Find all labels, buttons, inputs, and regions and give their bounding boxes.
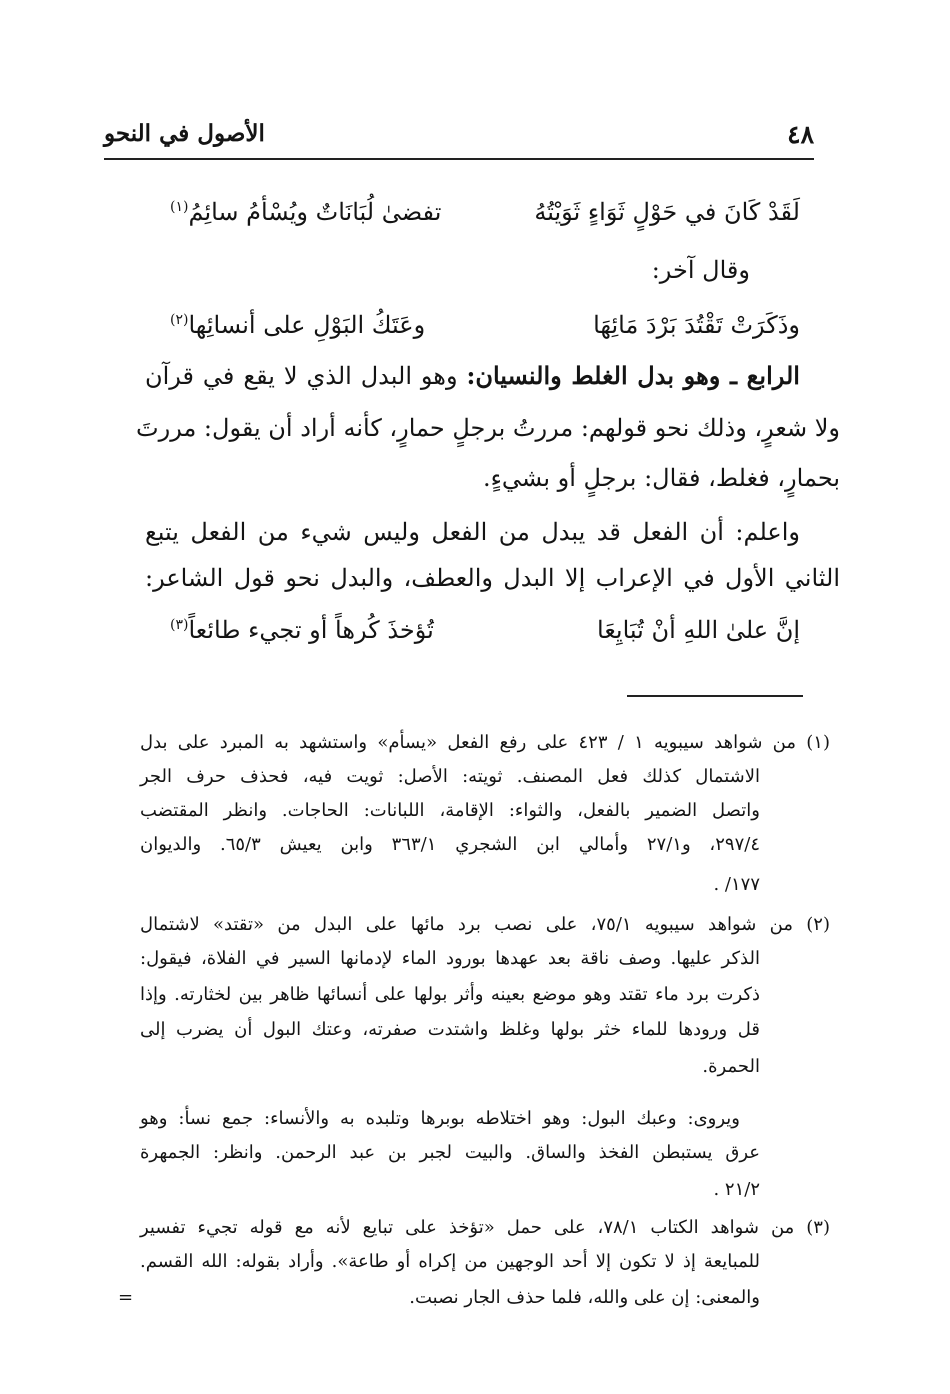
- verse-1: [170, 192, 800, 232]
- verse-2-first-hemistich: وذَكَرَتْ تَقْتُدَ بَرْدَ مَائِهَا: [593, 311, 800, 339]
- verse-3-second-text: تُؤخذَ كُرهاً أو تجيء طائعاً: [188, 616, 434, 644]
- intro-other-poet: وقال آخر:: [651, 256, 750, 284]
- footnote-2-line-2: الذكر عليها. وصف ناقة بعد عهدها بورود الماء لإدمانها السير في الفلاة، فيقول:: [140, 948, 760, 969]
- verse-3-second-hemistich: [170, 616, 434, 644]
- footnote-3-line-1: (٣) من شواهد الكتاب ٧٨/١، على حمل «تؤخذ على تبايع لأنه مع قوله تجيء تفسير: [140, 1217, 830, 1238]
- footnote-2-line-4: قل ورودها للماء خثر بولها وغلظ واشتدت صفرته، وعتك البول أن يضرب إلى: [140, 1019, 760, 1040]
- footnote-1-line-2: الاشتمال كذلك فعل المصنف. ثويته: الأصل: ثويت فيه، فحذف حرف الجر: [140, 766, 760, 787]
- para-fourth-line-1-rest: وهو البدل الذي لا يقع في قرآن: [145, 362, 458, 390]
- verse-1-first-hemistich: لَقَدْ كَانَ في حَوْلٍ ثَوَاءٍ ثَوَيْتُهُ: [534, 198, 800, 226]
- para-fourth-line-2: ولا شعرٍ، وذلك نحو قولهم: مررتُ برجلٍ حمارٍ، كأنه أراد أن يقول: مررتَ: [136, 414, 840, 442]
- footnote-2-variant-line-3: ٢١/٢ .: [713, 1179, 760, 1200]
- footnote-1-line-4: ٢٩٧/٤، و٢٧/١ وأمالي ابن الشجري ٣٦٣/١ وابن يعيش ٦٥/٣. والديوان: [140, 834, 760, 855]
- verse-3: [170, 610, 800, 650]
- footnote-ref-2: (٢): [170, 312, 189, 328]
- para-know-line-1: واعلم: أن الفعل قد يبدل من الفعل وليس شيء من الفعل يتبع: [145, 518, 800, 546]
- footnote-1-line-1: (١) من شواهد سيبويه ١ / ٤٢٣ على رفع الفعل «يسأم» واستشهد به المبرد على بدل: [140, 732, 830, 753]
- page-header: [104, 120, 814, 160]
- verse-1-second-text: تفضىٰ لُبَانَاتٌ ويُسْأمُ سائِمُ: [188, 198, 442, 226]
- footnote-1-line-3: واتصل الضمير بالفعل، والثواء: الإقامة، اللبانات: الحاجات. وانظر المقتضب: [140, 800, 760, 821]
- header-rule: [104, 158, 814, 160]
- para-fourth-line-3: بحمارٍ، فغلط، فقال: برجلٍ أو بشيءٍ.: [482, 464, 840, 492]
- para-fourth-lead: الرابع ـ وهو بدل الغلط والنسيان:: [466, 361, 800, 390]
- footnote-3-line-2: للمبايعة إذ لا تكون إلا أحد الوجهين من إكراه أو طاعة». وأراد بقوله: الله القسم.: [140, 1251, 760, 1272]
- verse-1-second-hemistich: [170, 198, 441, 226]
- footnote-separator: [627, 695, 803, 697]
- running-title: الأصول في النحو: [104, 120, 265, 147]
- verse-3-first-hemistich: إنَّ علىٰ اللهِ أنْ تُبَايِعَا: [597, 616, 800, 644]
- footnote-2-variant-line-2: عرق يستبطن الفخذ والساق. والبيت لجبر بن عبد الرحمن. وانظر: الجمهرة: [140, 1142, 760, 1163]
- footnote-3-line-3: والمعنى: إن على والله، فلما حذف الجار نصبت.: [409, 1287, 760, 1308]
- footnote-1-line-5: ١٧٧/ .: [713, 874, 760, 895]
- footnote-2-line-1: (٢) من شواهد سيبويه ٧٥/١، على نصب برد مائها على البدل من «تقتد» لاشتمال: [140, 914, 830, 935]
- verse-2-second-hemistich: [170, 311, 425, 339]
- para-know-line-2: الثاني الأول في الإعراب إلا البدل والعطف، والبدل نحو قول الشاعر:: [145, 564, 840, 592]
- para-fourth-line-1: [145, 358, 800, 394]
- continuation-mark: =: [118, 1287, 134, 1308]
- verse-2-second-text: وعَتَكُ البَوْلِ على أنسائِها: [188, 311, 426, 339]
- page-number: ٤٨: [787, 120, 814, 149]
- footnote-ref-1: (١): [170, 199, 189, 215]
- footnote-2-line-5: الحمرة.: [702, 1056, 760, 1077]
- footnote-2-variant-line-1: ويروى: وعبك البول: وهو اختلاطه بوبرها وتلبده به والأنساء: جمع نسأ: وهو: [140, 1108, 740, 1129]
- footnote-2-line-3: ذكرت برد ماء تقتد وهو موضع بعينه وأثر بولها على أنسائها ظاهر بين لخثارته. وإذا: [140, 984, 760, 1005]
- footnote-ref-3: (٣): [170, 617, 189, 633]
- verse-2: [170, 305, 800, 345]
